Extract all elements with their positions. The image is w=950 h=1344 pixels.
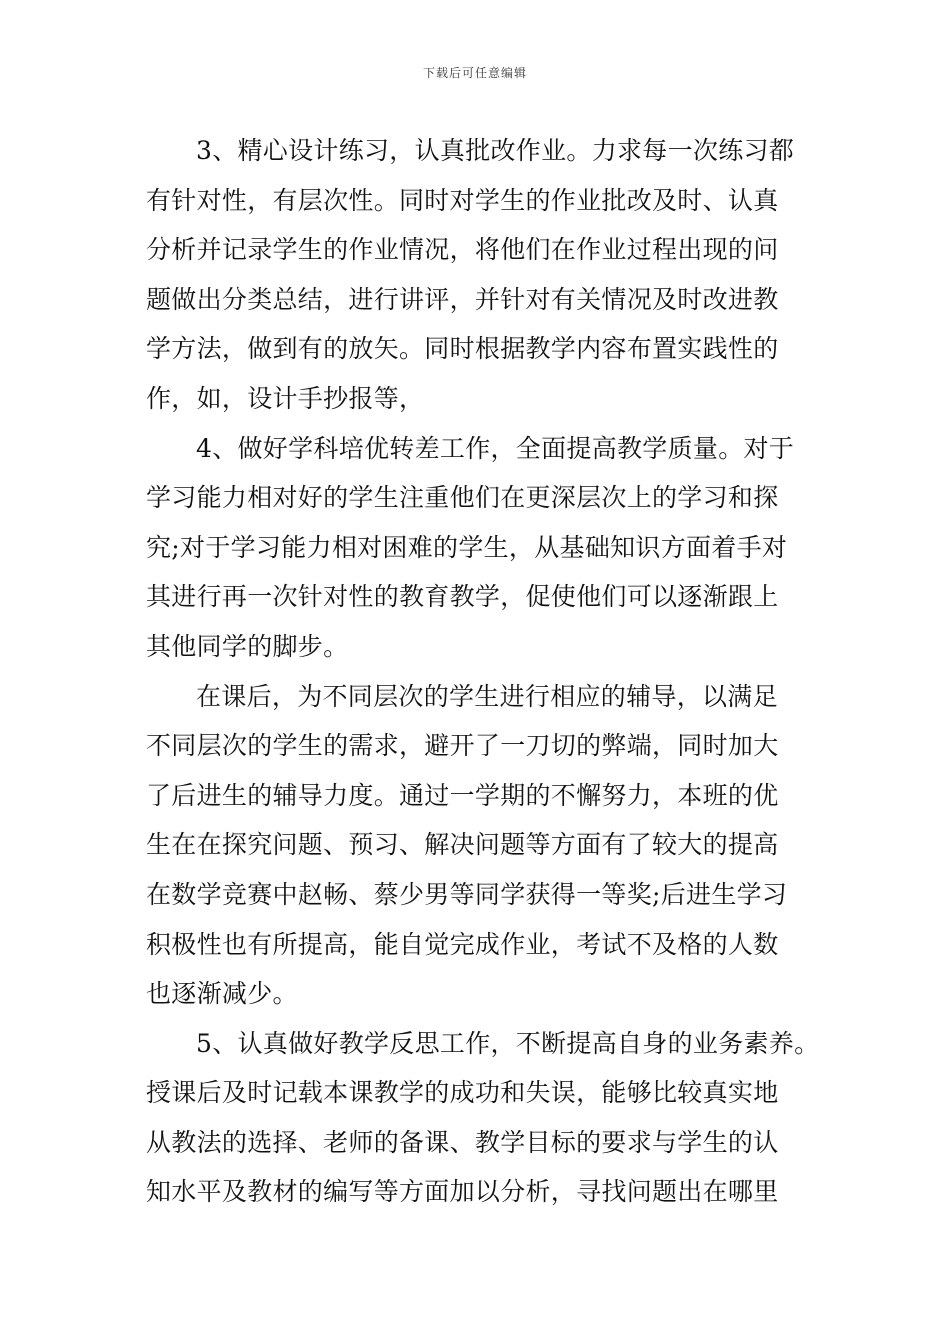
text-line: 其他同学的脚步。 [146,631,349,661]
text-line: 4、做好学科培优转差工作，全面提高教学质量。对于 [196,433,795,463]
text-line: 5、认真做好教学反思工作，不断提高自身的业务素养。 [196,1028,820,1058]
text-line: 了后进生的辅导力度。通过一学期的不懈努力，本班的优 [146,780,779,810]
text-line: 其进行再一次针对性的教育教学，促使他们可以逐渐跟上 [146,582,779,612]
text-line: 学习能力相对好的学生注重他们在更深层次上的学习和探 [146,483,779,513]
text-line: 从教法的选择、老师的备课、教学目标的要求与学生的认 [146,1127,779,1157]
text-line: 究;对于学习能力相对困难的学生，从基础知识方面着手对 [146,532,788,562]
text-line: 3、精心设计练习，认真批改作业。力求每一次练习都 [196,136,795,165]
paragraph-after-class [146,672,836,1019]
text-line: 积极性也有所提高，能自觉完成作业，考试不及格的人数 [146,929,779,959]
text-line: 不同层次的学生的需求，避开了一刀切的弊端，同时加大 [146,731,779,761]
text-line: 授课后及时记载本课教学的成功和失误，能够比较真实地 [146,1078,779,1108]
paragraph-item-4 [146,424,836,672]
paragraph-item-3 [146,126,836,424]
page-header: 下载后可任意编辑 [422,66,527,80]
text-line: 生在在探究问题、预习、解决问题等方面有了较大的提高 [146,830,779,860]
paragraph-item-5 [146,1019,836,1217]
text-line: 知水平及教材的编写等方面加以分析，寻找问题出在哪里 [146,1177,779,1207]
text-line: 有针对性，有层次性。同时对学生的作业批改及时、认真 [146,185,779,215]
text-line: 在数学竞赛中赵畅、蔡少男等同学获得一等奖;后进生学习 [146,879,788,909]
document-body [146,126,836,1217]
text-line: 也逐渐减少。 [146,979,298,1009]
text-line: 题做出分类总结，进行讲评，并针对有关情况及时改进教 [146,284,779,314]
text-line: 作，如，设计手抄报等， [146,383,425,413]
text-line: 分析并记录学生的作业情况，将他们在作业过程出现的问 [146,235,779,265]
text-line: 学方法，做到有的放矢。同时根据教学内容布置实践性的 [146,334,779,364]
text-line: 在课后，为不同层次的学生进行相应的辅导，以满足 [196,681,778,711]
